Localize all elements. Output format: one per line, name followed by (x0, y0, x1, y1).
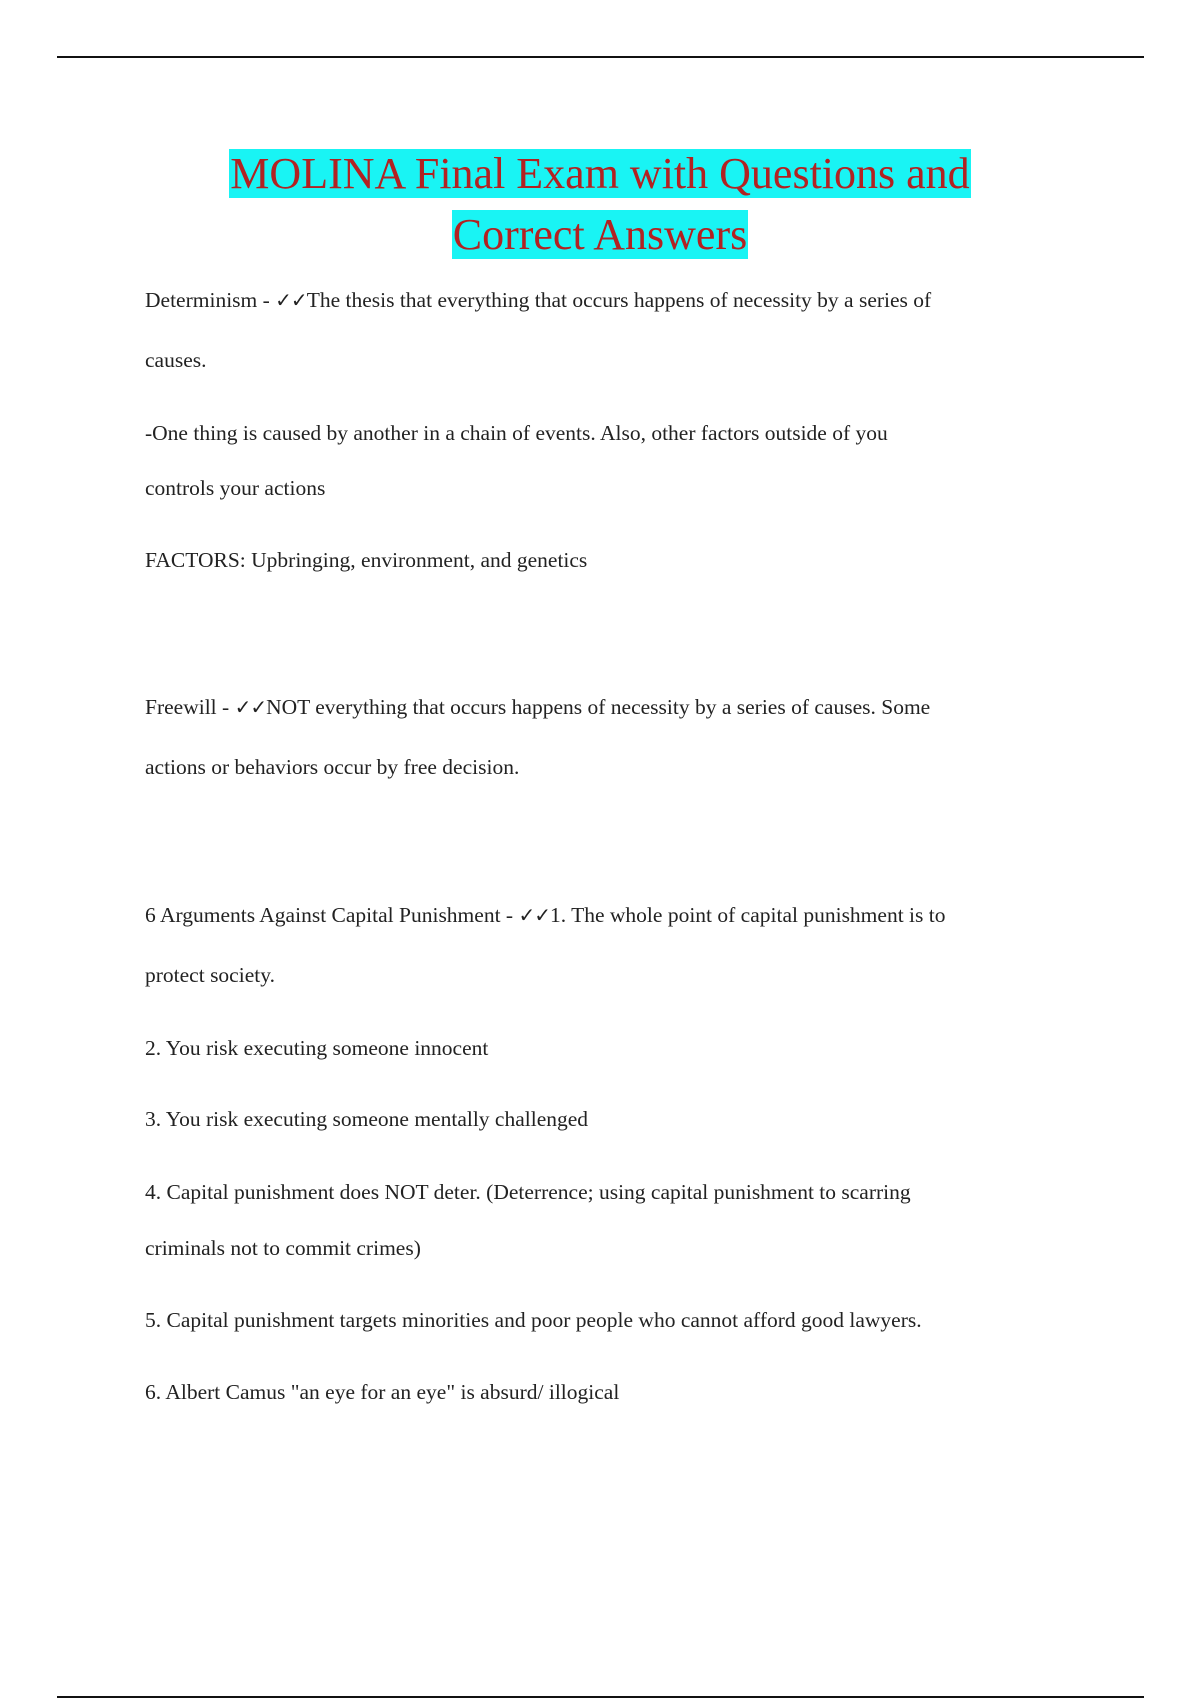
list-item: 2. You risk executing someone innocent (145, 1036, 489, 1060)
check-mark-icon: ✓✓ (234, 695, 267, 719)
entry-answer: 1. The whole point of capital punishment is to (549, 903, 946, 927)
check-mark-icon: ✓✓ (275, 288, 307, 312)
top-rule (57, 56, 1144, 58)
entry-term: Determinism - (145, 288, 276, 312)
check-mark-icon: ✓✓ (518, 903, 550, 927)
bottom-rule (57, 1696, 1144, 1698)
list-item-continued: criminals not to commit crimes) (145, 1236, 421, 1260)
entry-freewill (145, 693, 930, 721)
list-item: 3. You risk executing someone mentally challenged (145, 1107, 589, 1131)
entry-term: 6 Arguments Against Capital Punishment - (145, 903, 519, 927)
entry-answer-continued: causes. (145, 348, 207, 372)
entry-capital-punishment (145, 901, 946, 929)
entry-detail-continued: controls your actions (145, 476, 326, 500)
title-line-2: Correct Answers (452, 210, 748, 259)
list-item: 4. Capital punishment does NOT deter. (Deterrence; using capital punishment to scarring (145, 1180, 911, 1204)
entry-detail: -One thing is caused by another in a chain of events. Also, other factors outside of you (145, 421, 888, 445)
entry-answer: The thesis that everything that occurs happens of necessity by a series of (306, 288, 932, 312)
list-item: 5. Capital punishment targets minorities and poor people who cannot afford good lawyers. (145, 1308, 922, 1332)
entry-answer-continued: actions or behaviors occur by free decision. (145, 755, 520, 779)
entry-determinism (145, 286, 931, 314)
page-title (0, 143, 1200, 265)
list-item: 6. Albert Camus "an eye for an eye" is absurd/ illogical (145, 1380, 620, 1404)
entry-answer-continued: protect society. (145, 963, 275, 987)
title-line-1: MOLINA Final Exam with Questions and (230, 149, 970, 198)
entry-answer: NOT everything that occurs happens of necessity by a series of causes. Some (266, 695, 931, 719)
entry-term: Freewill - (145, 695, 235, 719)
entry-detail-factors: FACTORS: Upbringing, environment, and genetics (145, 548, 588, 572)
